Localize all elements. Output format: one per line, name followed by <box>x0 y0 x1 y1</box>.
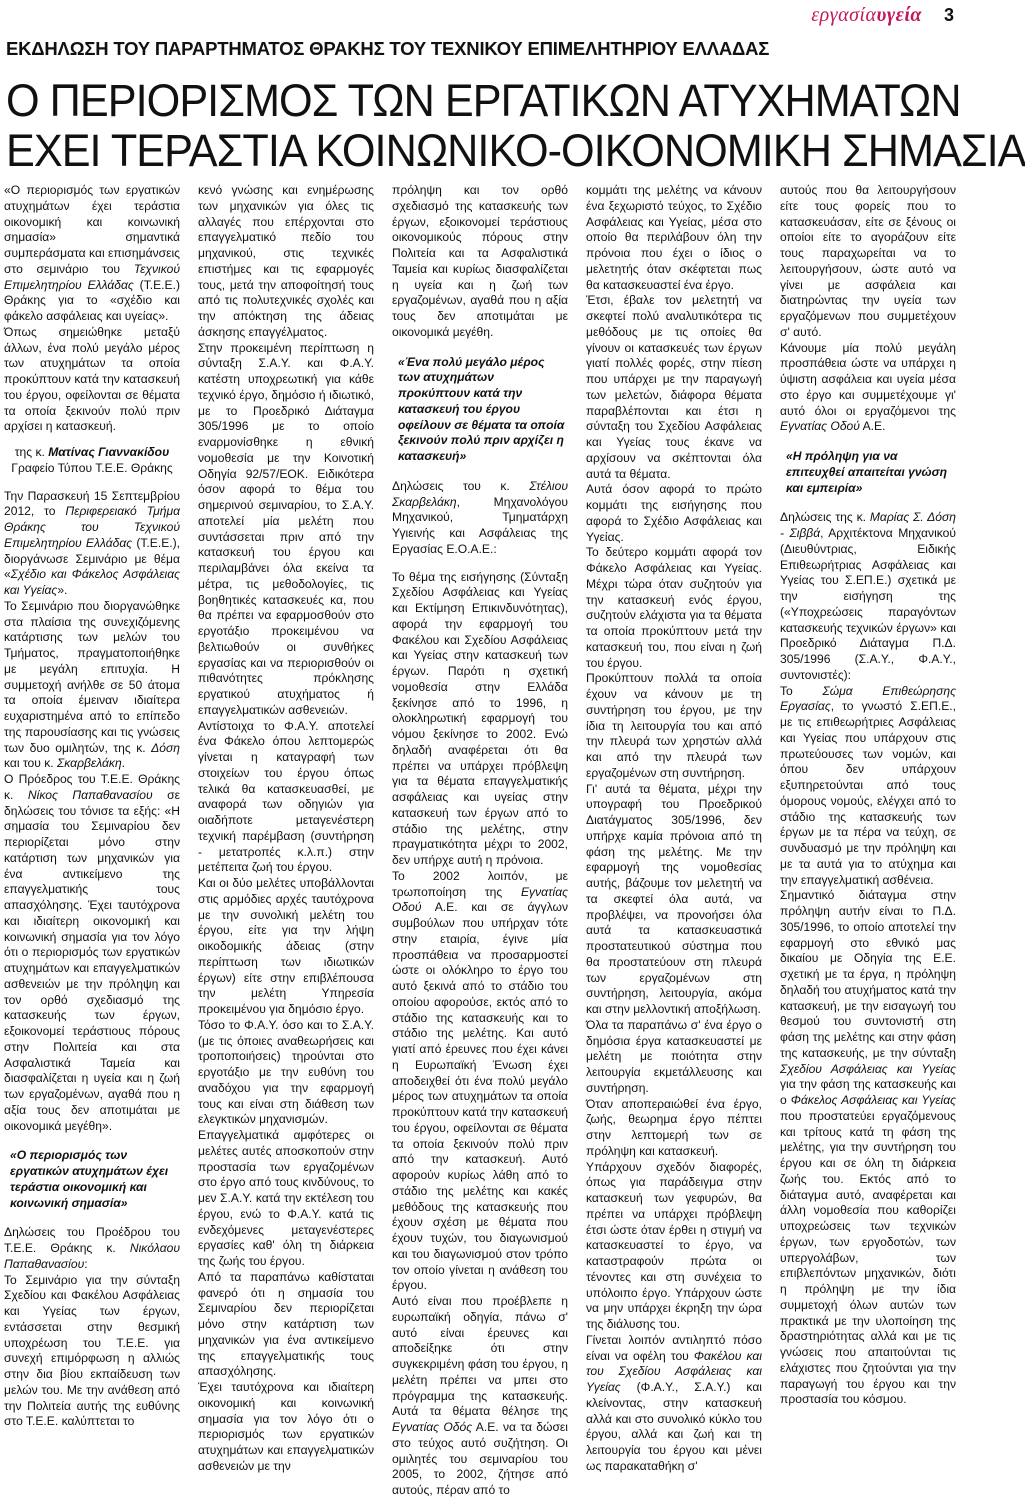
lead-paragraph: «Ο περιορισμός των εργατικών ατυχημάτων έχει τεράστια οικονομική και κοινωνική σημασία» σημαντικά συμπεράσματα και επισημάνσεις στο σεμινάριο του Τεχνικού Επιμελητηρίου Ελλάδας (Τ.Ε.Ε.) Θράκης για το «σχέδιο και φάκελο ασφάλειας και υγείας». <box>4 183 180 323</box>
paragraph: Σημαντικό διάταγμα στην πρόληψη αυτήν είναι το Π.Δ. 305/1996, το οποίο αποτελεί την εφαρμογή στο εθνικό μας δικαίου με Οδηγία της Ε.Ε. σχετική με τα έργα, η πρόληψη δηλαδή του ατυχήματος κατά την κατασκευή, με την εισαγωγή του θεσμού του συντονιστή στη φάση της μελέτης και στην φάση της κατασκευής, με την σύνταξη Σχεδίου Ασφάλειας και Υγείας για την φάση της κατασκευής και ο Φάκελος Ασφάλειας και Υγείας που προστατεύει εργαζόμενους και τρίτους κατά τη φάση της μελέτης, για την συντήρηση του έργου και σε όλη τη διάρκεια ζωής του. Εκτός από το διάταγμα αυτό, αναφέρεται και άλλη νομοθεσία που καθορίζει υποχρεώσεις των τεχνικών έργων, των εργοδοτών, των υπεργολάβων, των επιβλεπόντων μηχανικών, διότι η πρόληψη με την ίδια συμμετοχή όλων αυτών των πρακτικά με την υλοποίηση της δραστηριότητας αλλά και με τις γνώσεις που απαιτούνται τις ελάχιστες που ζητούνται για την παραγωγή του έργου και την προστασία του κόσμου. <box>780 888 956 1407</box>
publication-logo <box>811 4 922 27</box>
column-4 <box>586 183 762 1473</box>
paragraph: Στην προκειμένη περίπτωση η σύνταξη Σ.Α.Υ. και Φ.Α.Υ. κατέστη υποχρεωτική για κάθε τεχνικό έργο, δημόσιο ή ιδιωτικό, με το Προεδρικό Διάταγμα 305/1996 με το οποίο εναρμονίσθηκε η εθνική νομοθεσία με την Κοινοτική Οδηγία 92/57/ΕΟΚ. Ειδικότερα όσον αφορά το θέμα του σημερινού σεμιναρίου, το Σ.Α.Υ. αποτελεί μία μελέτη που συντάσσεται πριν από την κατασκευή του έργου και περιλαμβάνει όλα εκείνα τα μέτρα, τις μεθοδολογίες, τις βοηθητικές κατασκευές κα, που θα πρέπει να εφαρμοσθούν στο εργοτάξιο προκειμένου να βελτιωθούν οι συνθήκες εργασίας και να περιορισθούν οι πιθανότητες πρόκλησης εργατικού ατυχήματος ή επαγγελματικών ασθενειών. <box>198 340 374 717</box>
brand-part1: εργασία <box>811 4 877 26</box>
paragraph: Την Παρασκευή 15 Σεπτεμβρίου 2012, το Περιφερειακό Τμήμα Θράκης του Τεχνικού Επιμελητηρίου Ελλάδας (Τ.Ε.Ε.), διοργάνωσε Σεμινάριο με θέμα «Σχέδιο και Φάκελος Ασφάλειας και Υγείας». <box>4 488 181 597</box>
paragraph: Κάνουμε μία πολύ μεγάλη προσπάθεια ώστε να υπάρχει η ύψιστη ασφάλεια και υγεία μέσα στο έργο και συμμετέχουμε γι' αυτό όλοι οι εργαζόμενοι της Εγνατίας Οδού Α.Ε. <box>780 340 956 434</box>
column-5 <box>780 183 956 1407</box>
article-kicker: ΕΚΔΗΛΩΣΗ ΤΟΥ ΠΑΡΑΡΤΗΜΑΤΟΣ ΘΡΑΚΗΣ ΤΟΥ ΤΕΧΝΙΚΟΥ ΕΠΙΜΕΛΗΤΗΡΙΟΥ ΕΛΛΑΔΑΣ <box>6 38 770 59</box>
paragraph: Ο Πρόεδρος του Τ.Ε.Ε. Θράκης κ. Νίκος Παπαθανασίου σε δηλώσεις του τόνισε τα εξής: «Η σημασία του Σεμιναρίου δεν περιορίζεται μόνο στην κατάρτιση των μηχανικών για ένα αντικείμενο της επαγγελματικής τους απασχόλησης. Έχει ταυτόχρονα και ιδιαίτερη οικονομική και κοινωνική σημασία για τον λόγο ότι ο περιορισμός των εργατικών ατυχημάτων και επαγγελματικών ασθενειών με την πρόληψη και τον ορθό σχεδιασμό της κατασκευής των έργων, εξοικονομεί τεράστιους πόρους στην Πολιτεία και στα Ασφαλιστικά Ταμεία και διασφαλίζεται η υγεία και η ζωή των εργαζομένων, αγαθά που η αξία τους δεν αποτιμάται με οικονομικά μεγέθη». <box>4 772 180 1133</box>
pull-quote: «Ένα πολύ μεγάλο μέρος των ατυχημάτων προκύπτουν κατά την κατασκευή του έργου οφείλουν σε θέματα τα οποία ξεκινούν πολύ πριν αρχίζει η κατασκευή» <box>398 354 565 463</box>
pull-quote: «Ο περιορισμός των εργατικών ατυχημάτων έχει τεράστια οικονομική και κοινωνική σημασία» <box>10 1148 169 1210</box>
pull-quote: «Η πρόληψη για να επιτευχθεί απαιτείται γνώση και εμπειρία» <box>786 449 948 495</box>
column-1 <box>4 183 181 1429</box>
paragraph: Επαγγελματικά αμφότερες οι μελέτες αυτές αποσκοπούν στην προστασία των εργαζομένων στο έργο από τους κινδύνους, το μεν Σ.Α.Υ. κατά την εκτέλεση του έργου, ενώ το Φ.Α.Υ. κατά τις ενδεχόμενες μεταγενέστερες εργασίες καθ' όλη τη διάρκεια της ζωής του έργου. <box>198 1128 374 1268</box>
page-number: 3 <box>943 5 954 25</box>
paragraph: Προκύπτουν πολλά τα οποία έχουν να κάνουν με τη συντήρηση του έργου, με την ίδια τη λειτουργία του και από την πλευρά των χρηστών αλλά και από την πλευρά των εργαζομένων στη συντήρηση. <box>586 671 762 780</box>
paragraph: Έχει ταυτόχρονα και ιδιαίτερη οικονομική και κοινωνική σημασία για τον λόγο ότι ο περιορισμός των εργατικών ατυχημάτων και επαγγελματικών ασθενειών με την <box>198 1380 374 1473</box>
paragraph: κομμάτι της μελέτης να κάνουν ένα ξεχωριστό τεύχος, το Σχέδιο Ασφάλειας και Υγείας, μέσα στο οποίο θα περιλάβουν όλη την πρόνοια που έχει ο ίδιος ο μελετητής όταν σκέφτεται πως θα κατασκευαστεί ένα έργο. <box>586 183 762 292</box>
paragraph: Δηλώσεις του κ. Στέλιου Σκαρβελάκη, Μηχανολόγου Μηχανικού, Τμηματάρχη Υγιεινής και Ασφάλειας της Εργασίας Ε.Ο.Α.Ε.: <box>392 478 568 556</box>
paragraph: Όλα τα παραπάνω σ' ένα έργο ο δημόσια έργα κατασκευαστεί με μελέτη με ποιότητα στην λειτουργία εκμετάλλευσης και συντήρηση. <box>586 1017 762 1095</box>
article-body <box>4 183 956 1497</box>
paragraph: Δηλώσεις του Προέδρου του Τ.Ε.Ε. Θράκης κ. Νικόλαου Παπαθανασίου: <box>4 1225 180 1271</box>
paragraph: Και οι δύο μελέτες υποβάλλονται στις αρμόδιες αρχές ταυτόχρονα με την συνολική μελέτη του έργου, είτε για την λήψη οικοδομικής άδειας (στην περίπτωση των ιδιωτικών έργων) είτε στην επιβλέπουσα την μελέτη Υπηρεσία προκειμένου για δημόσιο έργο. <box>198 876 374 1016</box>
headline-line1: Ο ΠΕΡΙΟΡΙΣΜΟΣ ΤΩΝ ΕΡΓΑΤΙΚΩΝ ΑΤΥΧΗΜΑΤΩΝ <box>6 75 961 126</box>
headline-line2: ΕΧΕΙ ΤΕΡΑΣΤΙΑ ΚΟΙΝΩΝΙΚΟ-ΟΙΚΟΝΟΜΙΚΗ ΣΗΜΑΣΙΑ <box>6 125 1025 176</box>
column-2 <box>198 183 374 1473</box>
paragraph: Το θέμα της εισήγησης (Σύνταξη Σχεδίου Ασφάλειας και Υγείας και Εκτίμηση Επικινδυνότητας), αφορά την εφαρμογή του Φακέλου και Σχεδίου Ασφάλειας και Υγείας στην κατασκευή των έργων. Παρότι η σχετική νομοθεσία στην Ελλάδα ξεκίνησε από το 1996, η ολοκληρωτική εφαρμογή του νόμου ξεκίνησε το 2002. Ενώ δηλαδή αναφέρεται ότι θα πρέπει να υπάρχει πρόβλεψη για τα θέματα επαγγελματικής ασφάλειας και υγείας στην κατασκευή των έργων από το στάδιο της μελέτης, στην πραγματικότητα μέχρι το 2002, δεν υπήρχε αυτή η πρόνοια. <box>392 569 568 867</box>
paragraph: κενό γνώσης και ενημέρωσης των μηχανικών για όλες τις αλλαγές που επέρχονται στο επαγγελματικό πεδίο του μηχανικού, στις τεχνικές επιστήμες και τις εφαρμογές τους, μετά την αποφοίτησή τους από τις πολυτεχνικές σχολές και την απόκτηση της άδειας άσκησης επαγγέλματος. <box>198 183 374 339</box>
paragraph: Αυτό είναι που προέβλεπε η ευρωπαϊκή οδηγία, πάνω σ' αυτό είναι έρευνες και αποδείξηκε ότι στην συγκεκριμένη φάση του έργου, η μελέτη πρέπει να μπει στο πρόγραμμα της κατασκευής. Αυτά τα θέματα θέλησε της Εγνατίας Οδός Α.Ε. να τα δώσει στο τεύχος αυτό συζήτηση. Οι ομιλητές του σεμιναρίου του 2005, το 2002, ζήτησε από αυτούς, πέραν από το <box>392 1294 568 1497</box>
paragraph: Αυτά όσον αφορά το πρώτο κομμάτι της εισήγησης που αφορά το Σχέδιο Ασφάλειας και Υγείας. <box>586 482 762 544</box>
paragraph: Το 2002 λοιπόν, με τρωποποίηση της Εγνατίας Οδού Α.Ε. και σε άγγλων συμβούλων που υπήρχαν τότε στην εταιρία, έγινε μία προσπάθεια να προσαρμοστεί ώστε οι ολόκληρο το έργο του αυτό ξεκινά από το στάδιο του οποίου αφορούσε, εκτός από το στάδιο της κατασκευής και το στάδιο της μελέτης. Και αυτό γιατί από έρευνες που έχει κάνει η Ευρωπαϊκή Ένωση έχει αποδειχθεί ότι ένα πολύ μεγάλο μέρος των ατυχημάτων τα οποία προκύπτουν κατά την κατασκευή του έργου, οφείλονται σε θέματα τα οποία ξεκινούν πολύ πριν από την κατασκευή. Αυτό αφορούν κυρίως λάθη από το στάδιο της μελέτης και κακές μεθόδους της κατασκευής που έχουν σχέση με θέματα που έχουν τυχών, του διαγωνισμού και του διαγωνισμού στον τρόπο τον οποίο γίνεται η ανάθεση του έργου. <box>392 868 568 1293</box>
paragraph: Το Σεμινάριο που διοργανώθηκε στα πλαίσια της συνεχιζόμενης κατάρτισης των μελών του Τμήματος, πραγματοποιήθηκε με μεγάλη επιτυχία. Η συμμετοχή ανήλθε σε 50 άτομα τα οποία έμειναν ιδιαίτερα ευχαριστημένα από το επίπεδο της παρουσίασης και τις γνώσεις των δυο ομιλητών, της κ. Δόση και του κ. Σκαρβελάκη. <box>4 598 180 771</box>
brand-part2: υγεία <box>876 4 922 26</box>
paragraph: Όπως σημειώθηκε μεταξύ άλλων, ένα πολύ μεγάλο μέρος των ατυχημάτων τα οποία προκύπτουν κατά την κατασκευή του έργου, οφείλονται σε θέματα τα οποία ξεκινούν πολύ πριν αρχίσει η κατασκευή. <box>4 324 180 434</box>
paragraph: Το Σώμα Επιθεώρησης Εργασίας, το γνωστό Σ.ΕΠ.Ε., με τις επιθεωρήτριες Ασφάλειας και Υγείας που υπάρχουν στις πρωτεύουσες των νομών, και όπου δεν υπάρχουν εξυπηρετούνται από τους όμορους νομούς, ελέγχει από το στάδιο της κατασκευής των έργων με τα πέρα να τεύχη, σε συνδυασμό με την πρόληψη και με τα αυτά για το ατύχημα και την επαγγελματική ασθένεια. <box>780 683 956 887</box>
paragraph: Τόσο το Φ.Α.Υ. όσο και το Σ.Α.Υ. (με τις όποιες αναθεωρήσεις και τροποποιήσεις) τηρούνται στο εργοτάξιο με την ευθύνη του αναδόχου για την εφαρμογή τους και είναι στη διάθεση των ελεγκτικών μηχανισμών. <box>198 1017 374 1127</box>
paragraph: αυτούς που θα λειτουργήσουν είτε τους φορείς που το κατασκευάσαν, είτε σε ξένους οι οποίοι είτε το αγοράζουν είτε τους παραχωρείται να το λειτουργήσουν, ώστε αυτό να γίνει με ασφάλεια και διατηρώντας την υγεία των εργαζόμενων που συμμετέχουν σ' αυτό. <box>780 183 956 339</box>
paragraph: Έτσι, έβαλε τον μελετητή να σκεφτεί πολύ αναλυτικότερα τις μεθόδους με τις οποίες θα γίνουν οι κατασκευές των έργων γιατί πολλές φορές, στην πίεση που υπάρχει με την παραγωγή των μελετών, διάφορα θέματα παραβλέπονται και έτσι η σύνταξη του Σχεδίου Ασφάλειας και Υγείας τους έκανε να αρχίσουν να σκέπτονται όλα αυτά τα θέματα. <box>586 293 762 481</box>
paragraph: Δηλώσεις της κ. Μαρίας Σ. Δόση - Σιββά, Αρχιτέκτονα Μηχανικού (Διευθύντριας, Ειδικής Επιθεωρήτριας Ασφάλειας και Υγείας του Σ.ΕΠ.Ε.) σχετικά με την εισήγηση της («Υποχρεώσεις παραγόντων κατασκευής τεχνικών έργων» και Προεδρικό Διάταγμα Π.Δ. 305/1996 (Σ.Α.Υ., Φ.Α.Υ., συντονιστές): <box>780 510 956 682</box>
byline: της κ. Ματίνας Γιαννακίδου Γραφείο Τύπου Τ.Ε.Ε. Θράκης <box>11 445 173 475</box>
column-3 <box>392 183 568 1497</box>
paragraph: Από τα παραπάνω καθίσταται φανερό ότι η σημασία του Σεμιναρίου δεν περιορίζεται μόνο στην κατάρτιση των μηχανικών για ένα αντικείμενο της επαγγελματικής τους απασχόλησης. <box>198 1269 374 1379</box>
paragraph: Το Σεμινάριο για την σύνταξη Σχεδίου και Φακέλου Ασφάλειας και Υγείας των έργων, εντάσσεται στην θεσμική υποχρέωση του Τ.Ε.Ε. για συνεχή επιμόρφωση η αλλιώς στην δια βίου εκπαίδευση των μελών του. Με την ανάθεση από την Πολιτεία αυτής της ευθύνης στο Τ.Ε.Ε. καλύπτεται το <box>4 1272 180 1429</box>
paragraph: Γίνεται λοιπόν αντιληπτό πόσο είναι να οφέλη του Φακέλου και του Σχεδίου Ασφάλειας και Υγείας (Φ.Α.Υ., Σ.Α.Υ.) και κλείνοντας, στην κατασκευή αλλά και στο συνολικό κύκλο του έργου, αλλά και ζωή και τη λειτουργία του έργου και μένει ως παρακαταθήκη σ' <box>586 1332 762 1473</box>
paragraph: πρόληψη και τον ορθό σχεδιασμό της κατασκευής των έργων, εξοικονομεί τεράστιους οικονομικούς πόρους στην Πολιτεία και τα Ασφαλιστικά Ταμεία και κυρίως διασφαλίζεται η υγεία και η ζωή των εργαζομένων, αγαθά που η αξία τους δεν αποτιμάται με οικονομικά μεγέθη. <box>392 183 568 339</box>
paragraph: Το δεύτερο κομμάτι αφορά τον Φάκελο Ασφάλειας και Υγείας. Μέχρι τώρα όταν συζητούν για την κατασκευή ενός έργου, συζητούν ελάχιστα για τα θέματα τα οποία προκύπτουν μετά την κατασκευή του, που είναι η ζωή του έργου. <box>586 545 762 670</box>
paragraph: Όταν αποπεραιώθεί ένα έργο, ζωής, θεωρημα έργο πέπτει στην λεπτομερή των σε πρόληψη και κατασκευή. <box>586 1096 762 1158</box>
paragraph: Γι' αυτά τα θέματα, μέχρι την υπογραφή του Προεδρικού Διατάγματος 305/1996, δεν υπήρχε καμία πρόνοια από τη φάση της μελέτης. Με την εφαρμογή της νομοθεσίας αυτής, βάζουμε τον μελετητή να τα σκεφτεί όλα αυτά, να προβλέψει, να προνοήσει όλα αυτά τα κατασκευαστικά προστατευτικού σύστημα που θα προστατεύουν στη πλευρά των εργαζομένων στη συντήρηση, λειτουργία, ακόμα και στην μελλοντική αποξήλωση. <box>586 781 762 1016</box>
paragraph: Υπάρχουν σχεδόν διαφορές, όπως για παράδειγμα στην κατασκευή των γεφυρών, θα πρέπει να υπάρχει πρόβλεψη έτσι ώστε όταν έρθει η στιγμή να κατασκευαστεί το έργο, να καταστραφούν πρώτα οι τένοντες και στη συνέχεια το υπόλοιπο έργο. Υπάρχουν ώστε να μην υπάρχει έκρηξη την ώρα της διάλυσης του. <box>586 1159 762 1331</box>
page-header <box>0 0 960 30</box>
paragraph: Αντίστοιχα το Φ.Α.Υ. αποτελεί ένα Φάκελο όπου λεπτομερώς γίνεται η καταγραφή των στοιχείων του έργου όπως τελικά θα κατασκευασθεί, με αναφορά των οδηγιών για οιαδήποτε μεταγενέστερη τεχνική παρέμβαση (συντήρηση - μετατροπές κ.λ.π.) στην μετέπειτα ζωή του έργου. <box>198 718 374 875</box>
